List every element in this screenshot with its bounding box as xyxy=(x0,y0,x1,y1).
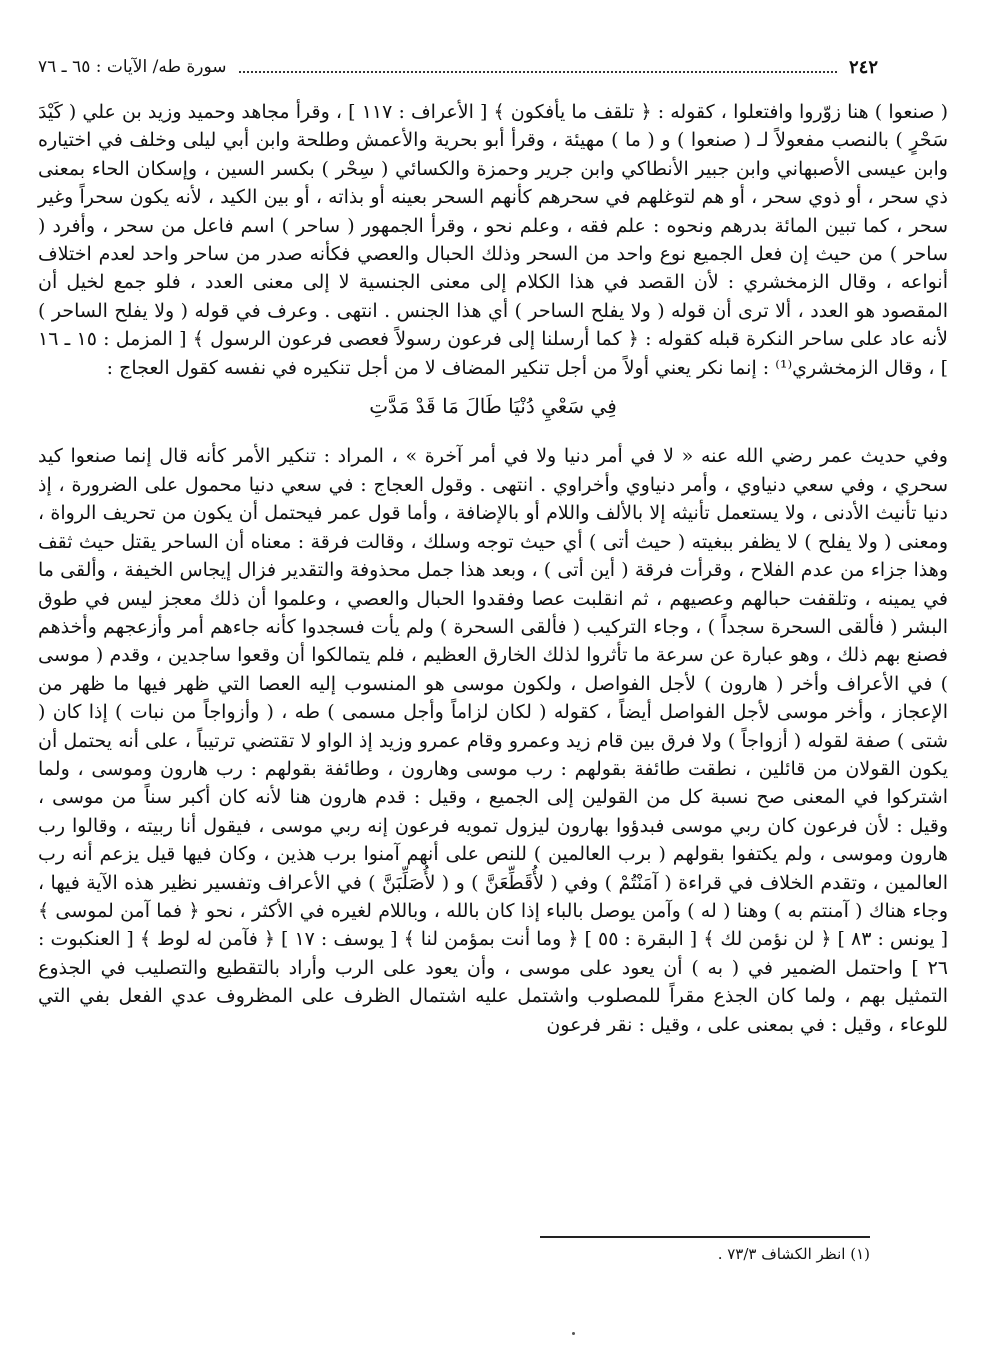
poetry-verse: فِي سَعْيِ دُنْيَا طَالَ مَا قَدْ مَدَّتِ xyxy=(369,394,617,419)
footnote: (١) انظر الكشاف ٧٣/٣ . xyxy=(717,1245,870,1263)
page-number: ٢٤٢ xyxy=(848,56,878,78)
running-title: سورة طه/ الآيات : ٦٥ ـ ٧٦ xyxy=(38,57,227,77)
paragraph-1: ( صنعوا ) هنا زوّروا وافتعلوا ، كقوله : ﴿ تلقف ما يأفكون ﴾ [ الأعراف : ١١٧ ] ، وقرأ مجاهد وحميد وزيد بن علي ( كَيْدَ سَحْرٍ ) بالنصب مفعولاً لـ ( صنعوا ) و ( ما ) مهيئة ، وقرأ أبو بحرية والأعمش وطلحة وابن أبي ليلى وخلف في اختياره وابن عيسى الأصبهاني وابن جبير الأنطاكي وابن جرير وحمزة والكسائي ( سِحْر ) بكسر السين ، وإسكان الحاء بمعنى ذي سحر ، أو ذوي سحر ، أو هم لتوغلهم في سحرهم كأنهم السحر بعينه أو بذاته ، أو بين الكيد ، لأنه يكون سحراً وغير سحر ، كما تبين المائة بدرهم ونحوه : علم فقه ، وعلم نحو ، وقرأ الجمهور ( ساحر ) اسم فاعل من سحر ، وأفرد ( ساحر ) من حيث إن فعل الجميع نوع واحد من السحر وذلك الحبال والعصي فكأنه صدر من ساحر واحد لعدم اختلاف أنواعه ، وقال الزمخشري : لأن القصد في هذا الكلام إلى معنى الجنسية لا إلى معنى العدد ، فلو جمع لخيل أن المقصود هو العدد ، ألا ترى أن قوله ( ولا يفلح الساحر ) أي هذا الجنس . انتهى . وعرف في قوله ( ولا يفلح الساحر ) لأنه عاد على ساحر النكرة قبله كقوله : ﴿ كما أرسلنا إلى فرعون رسولاً فعصى فرعون الرسول ﴾ [ المزمل : ١٥ ـ ١٦ ] ، وقال الزمخشري⁽¹⁾ : إنما نكر يعني أولاً من أجل تنكير المضاف لا من أجل تنكيره في نفسه كقول العجاج : xyxy=(38,101,948,379)
page-header xyxy=(38,54,878,80)
header-dotted-leader xyxy=(239,61,837,73)
paragraph-2: وفي حديث عمر رضي الله عنه « لا في أمر دنيا ولا في أمر آخرة » ، المراد : تنكير الأمر كأنه قال إنما صنعوا كيد سحري ، وفي سعي دنياوي ، وأمر دنياوي وأخراوي . انتهى . وقول العجاج : في سعي دنيا محمول على الضرورة ، إذ دنيا تأنيث الأدنى ، ولا يستعمل تأنيثه إلا بالألف واللام أو بالإضافة ، وأما قول عمر فيحتمل أن يكون من تحريف الرواة ، ومعنى ( ولا يفلح ) لا يظفر ببغيته ( حيث أتى ) أي حيث توجه وسلك ، وقالت فرقة : معناه أن الساحر يقتل حيث ثقف وهذا جزاء من عدم الفلاح ، وقرأت فرقة ( أين أتى ) ، وبعد هذا جمل محذوفة والتقدير فزال إيجاس الخيفة ، وألقى ما في يمينه ، وتلقفت حبالهم وعصيهم ، ثم انقلبت عصا وفقدوا الحبال والعصي ، وعلموا أن ذلك معجز ليس في طوق البشر ( فألقى السحرة سجداً ) ، وجاء التركيب ( فألقى السحرة ) ولم يأت فسجدوا كأنه جاءهم أمر وأزعجهم وأخذهم فصنع بهم ذلك ، وهو عبارة عن سرعة ما تأثروا لذلك الخارق العظيم ، فلم يتمالكوا أن وقعوا ساجدين ، وقدم ( موسى ) في الأعراف وأخر ( هارون ) لأجل الفواصل ، ولكون موسى هو المنسوب إليه العصا التي ظهر فيها ما ظهر من الإعجاز ، وأخر موسى لأجل الفواصل أيضاً ، كقوله ( لكان لزاماً وأجل مسمى ) طه ، ( وأزواجاً من نبات ) إذا كان ( شتى ) صفة لقوله ( أزواجاً ) ولا فرق بين قام زيد وعمرو وقام عمرو وزيد إذ الواو لا تقتضي ترتيباً ، على أنه يحتمل أن يكون القولان من قائلين ، نطقت طائفة بقولهم : رب موسى وهارون ، وطائفة بقولهم : رب هارون وموسى ، ولما اشتركوا في المعنى صح نسبة كل من القولين إلى الجميع ، وقيل : قدم هارون هنا لأنه كان أكبر سناً من موسى ، وقيل : لأن فرعون كان ربي موسى فبدؤوا بهارون ليزول تمويه فرعون إنه ربي موسى ، فيقول أنا ربيته ، وقالوا رب هارون وموسى ، ولم يكتفوا بقولهم ( برب العالمين ) للنص على أنهم آمنوا برب هذين ، وكان فيها قيل يزعم أنه رب العالمين ، وتقدم الخلاف في قراءة ( آمَنْتُمْ ) وفي ( لأُقَطِّعَنَّ ) و ( لأُصَلِّبَنَّ ) في الأعراف وتفسير نظير هذه الآية فيها ، وجاء هناك ( آمنتم به ) وهنا ( له ) وآمن يوصل بالباء إذا كان بالله ، وباللام لغيره في الأكثر ، نحو ﴿ فما آمن لموسى ﴾ [ يونس : ٨٣ ] ﴿ لن نؤمن لك ﴾ [ البقرة : ٥٥ ] ﴿ وما أنت بمؤمن لنا ﴾ [ يوسف : ١٧ ] ﴿ فآمن له لوط ﴾ [ العنكبوت : ٢٦ ] واحتمل الضمير في ( به ) أن يعود على موسى ، وأن يعود على الرب وأراد بالتقطيع والتصليب في الجذوع التمثيل بهم ، ولما كان الجذع مقراً للمصلوب واشتمل عليه اشتمال الظرف على المظروف عدي الفعل بفي التي للوعاء ، وقيل : في بمعنى على ، وقيل : نقر فرعون xyxy=(38,445,948,1036)
main-text xyxy=(38,98,948,1039)
scan-speck xyxy=(572,1332,575,1335)
footnote-separator xyxy=(540,1236,870,1238)
